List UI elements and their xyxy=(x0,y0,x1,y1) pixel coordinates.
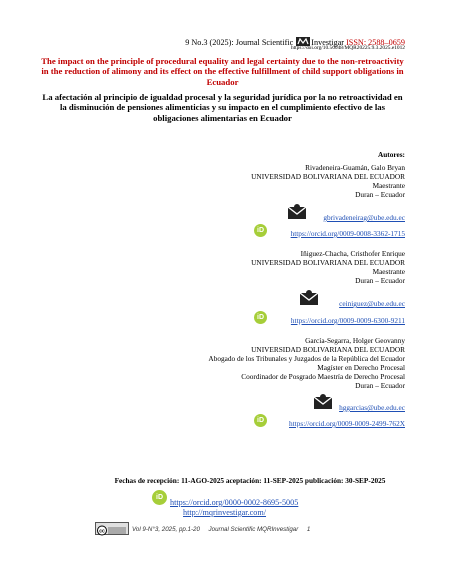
doi[interactable]: https://doi.org/10.56048/MQR20225.9.3.2025.e1012 xyxy=(290,45,405,51)
authors-label: Autores: xyxy=(377,150,405,159)
author-degree: Maestrante xyxy=(372,267,405,276)
author-orcid-row xyxy=(200,311,405,329)
author-email[interactable]: gbrivadeneirag@ube.edu.ec xyxy=(323,213,405,222)
author-affiliation: UNIVERSIDAD BOLIVARIANA DEL ECUADOR xyxy=(251,345,405,354)
email-icon xyxy=(299,289,319,306)
cc-icon xyxy=(96,525,128,536)
author-name: Iñiguez-Chacha, Cristhofer Enrique xyxy=(300,249,405,258)
orcid-icon: iD xyxy=(254,311,267,324)
author-location: Duran – Ecuador xyxy=(355,381,405,390)
author-degree: Magíster en Derecho Procesal xyxy=(317,363,405,372)
author-orcid-link[interactable]: https://orcid.org/0009-0009-6300-9211 xyxy=(290,316,405,325)
orcid-icon: iD xyxy=(152,490,167,505)
author-block xyxy=(175,163,405,199)
author-location: Duran – Ecuador xyxy=(355,190,405,199)
creative-commons-badge[interactable] xyxy=(95,522,129,535)
publication-dates: Fechas de recepción: 11-AGO-2025 aceptación: 11-SEP-2025 publicación: 30-SEP-2025 xyxy=(114,476,386,485)
svg-text:cc: cc xyxy=(99,528,105,535)
author-email[interactable]: ceiniguez@ube.edu.ec xyxy=(339,299,405,308)
author-orcid-row xyxy=(200,414,405,432)
author-title: Abogado de los Tribunales y Juzgados de la República del Ecuador xyxy=(208,354,405,363)
orcid-icon: iD xyxy=(254,414,267,427)
author-degree: Maestrante xyxy=(372,181,405,190)
author-position: Coordinador de Posgrado Maestría de Derecho Procesal xyxy=(241,372,405,381)
journal-name-prefix: 9 No.3 (2025): Journal Scientific xyxy=(185,38,294,47)
author-affiliation: UNIVERSIDAD BOLIVARIANA DEL ECUADOR xyxy=(251,172,405,181)
author-email-row xyxy=(200,289,405,307)
title-spanish: La afectación al principio de igualdad procesal y la seguridad jurídica por la no retroactividad en la disminución de pensiones alimenticias y su impacto en el cumplimiento efectivo de las obligaciones alimentarias en Ecuador xyxy=(42,92,403,123)
email-icon xyxy=(287,203,307,220)
author-block xyxy=(175,249,405,285)
title-english: The impact on the principle of procedural equality and legal certainty due to the non-retroactivity in the reduction of alimony and its effect on the effective fulfillment of child support obligations in Ecuador xyxy=(41,56,404,87)
author-email-row xyxy=(200,393,405,411)
page-footer: Vol 9-N°3, 2025, pp.1-20 Journal Scientific MQRInvestigar 1 xyxy=(132,526,311,533)
author-orcid-link[interactable]: https://orcid.org/0009-0009-2499-762X xyxy=(289,419,405,428)
issn: ISSN: 2588–0659 xyxy=(346,38,405,47)
journal-url-link[interactable]: http://mqrinvestigar.com/ xyxy=(183,508,267,517)
author-orcid-row xyxy=(200,224,405,242)
author-location: Duran – Ecuador xyxy=(355,276,405,285)
author-orcid-link[interactable]: https://orcid.org/0009-0008-3362-1715 xyxy=(290,229,405,238)
author-block xyxy=(175,336,405,390)
journal-orcid-link[interactable]: https://orcid.org/0000-0002-8695-5005 xyxy=(170,498,299,507)
author-affiliation: UNIVERSIDAD BOLIVARIANA DEL ECUADOR xyxy=(251,258,405,267)
author-name: García-Segarra, Holger Geovanny xyxy=(305,336,405,345)
journal-name-suffix: Investigar xyxy=(311,38,345,47)
author-email-row xyxy=(200,203,405,221)
author-email[interactable]: hggarcias@ube.edu.ec xyxy=(339,403,405,412)
author-name: Rivadeneira-Guamán, Galo Bryan xyxy=(305,163,405,172)
orcid-icon: iD xyxy=(254,224,267,237)
email-icon xyxy=(313,393,333,410)
